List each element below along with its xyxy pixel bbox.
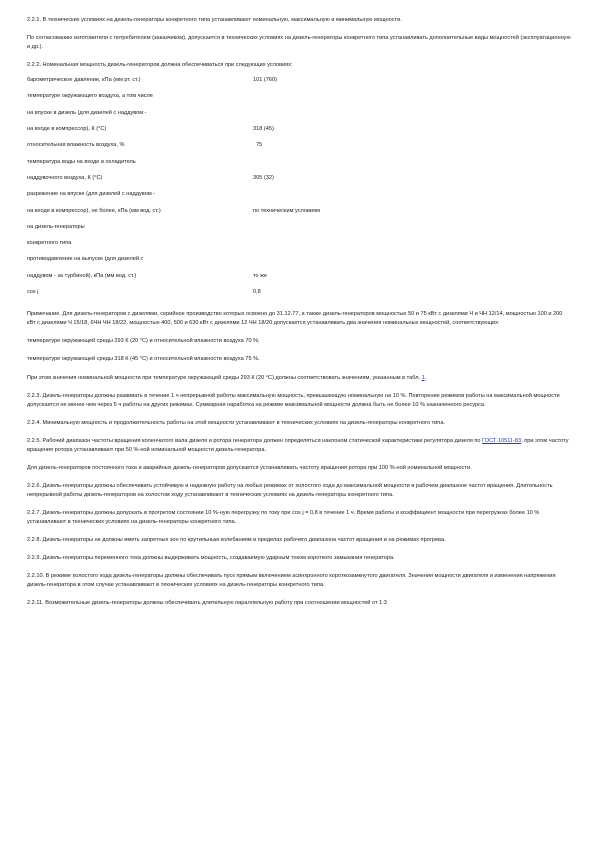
paragraph-2-2-6: 2.2.6. Дизель-генераторы должны обеспечивать устойчивую и надежную работу на любых режимах от холостого хода до максимальной мощности в рабочем диапазоне частот вращения. Длительность непрерывной работы дизель-генераторов на холостом ходу устанавливают в технических условиях на дизель-генераторы конкретного типа. — [27, 482, 553, 498]
condition-label: cos j — [27, 289, 39, 296]
condition-row — [27, 207, 572, 223]
table-1-link[interactable]: 1 — [421, 374, 425, 381]
paragraph-2-2-5-text: 2.2.5. Рабочий диапазон частоты вращения коленчатого вала дизеля и ротора генератора должен определяться наклоном статической характеристики регулятора дизеля по — [27, 437, 483, 444]
condition-row — [27, 109, 572, 125]
condition-value: то же — [253, 272, 268, 279]
condition-row — [27, 125, 572, 141]
paragraph-2-2-4: 2.2.4. Минимальную мощность и продолжительность работы на этой мощности устанавливают в технических условиях на дизель-генераторы конкретного типа. — [27, 419, 445, 426]
condition-row — [27, 92, 572, 108]
condition-row — [27, 158, 572, 174]
condition-row — [27, 223, 572, 239]
condition-label: разрежение на впуске (для дизелей с наддувом - — [27, 191, 156, 198]
condition-row — [27, 272, 572, 288]
table-reference-paragraph — [27, 374, 572, 383]
condition-20c: температуре окружающей среды 293 К (20 °С) и относительной влажности воздуха 70 %; — [27, 338, 260, 345]
condition-row — [27, 190, 572, 206]
condition-label: противодавление на выпуске (для дизелей с — [27, 256, 144, 263]
condition-label: барометрическое давление, кПа (мм рт. ст.) — [27, 77, 141, 84]
condition-label: относительная влажность воздуха, % — [27, 142, 125, 149]
gost-link[interactable]: ГОСТ 10511-83 — [482, 437, 522, 444]
condition-row — [27, 239, 572, 255]
paragraph-2-2-1: 2.2.1. В технических условиях на дизель-генераторы конкретного типа устанавливают номинальную, максимальную и минимальную мощности. — [27, 17, 402, 23]
condition-label: конкретного типа — [27, 240, 72, 247]
paragraph-additional-powers: По согласованию изготовителя с потребителем (заказчиком), допускается в технических условиях на дизель-генераторы конкретного типа устанавливать дополнительные виды мощностей (эксплуатационную и др.). — [27, 35, 571, 51]
condition-row — [27, 255, 572, 271]
paragraph-2-2-9: 2.2.9. Дизель-генераторы переменного тока должны выдерживать мощность, создаваемую ударным током короткого замыкания генератора. — [27, 555, 395, 562]
condition-value: 305 (32) — [253, 174, 274, 181]
condition-label: температура воды на входе в охладитель — [27, 158, 136, 165]
paragraph-2-2-7: 2.2.7. Дизель-генераторы должны допускать в прогретом состоянии 10 %-ную перегрузку по току при cos j = 0,8 в течение 1 ч. Время работы и коэффициент мощности при перегрузках более 10 % устанавливают в технических условиях на дизель-генераторы конкретного типа. — [27, 509, 540, 525]
condition-row — [27, 141, 572, 157]
paragraph-2-2-2: 2.2.2. Номинальная мощность дизель-генераторов должна обеспечиваться при следующих условиях: — [27, 62, 293, 69]
paragraph-dc-generators: Для дизель-генераторов постоянного тока и аварийных дизель-генераторов допускается устанавливать частоту вращения ротора при 100 %-ной номинальной мощности. — [27, 464, 472, 471]
conditions-list — [27, 76, 572, 304]
condition-label: наддувом - за турбиной), кПа (мм вод. ст.) — [27, 272, 137, 279]
table-reference-text: При этом значения номинальной мощности при температуре окружающей среды 293 К (20 °С) должны соответствовать значениям, указанным в табл. — [27, 374, 422, 381]
table-reference-end: . — [424, 374, 427, 381]
condition-label: наддувочного воздуха, К (°С) — [27, 174, 103, 181]
condition-value: 318 (45) — [253, 126, 274, 133]
condition-label: на входе в компрессор), не более, кПа (мм вод. ст.) — [27, 207, 161, 214]
note-paragraph: Примечание. Для дизель-генераторов с дизелями, серийное производство которых освоено до 31.12.77, а также дизель-генераторов мощностью 50 и 75 кВт с дизелями Ч и ЧН 12/14, мощностью 100 и 200 кВт с дизелями Ч 15/18, 6ЧН ЧН 18/22, мощностью 400, 500 и 630 кВт с дизелями 12 ЧН 18/20 допускается устанавливать два значения номинальных мощностей, соответствующих: — [27, 311, 563, 327]
paragraph-2-2-8: 2.2.8. Дизель-генераторы не должны иметь запретных зон по крутильным колебаниям в пределах рабочего диапазона частот вращения и на режимах прогрева. — [27, 537, 446, 544]
condition-value: по техническим условиям — [253, 207, 320, 214]
condition-row — [27, 174, 572, 190]
condition-label: на входе в компрессор), К (°С) — [27, 126, 107, 133]
condition-label: на дизель-генераторы — [27, 223, 85, 230]
document-page — [27, 16, 572, 617]
condition-value: 101 (760) — [253, 77, 277, 84]
condition-label: на впуске в дизель (для дизелей с наддувом - — [27, 109, 147, 116]
paragraph-2-2-5-tail: , при этом частоту вращения ротора устанавливают при 50 %-ной номинальной мощности дизель-генератора. — [27, 437, 569, 453]
paragraph-2-2-3: 2.2.3. Дизель-генераторы должны развивать в течение 1 ч непрерывной работы максимальную мощность, превышающую номинальную на 10 %. Повторение режимов работы на максимальной мощности допускается не менее чем через 5 ч работы на других режимах. Суммарная наработка на режиме максимальной мощности должна быть не более 10 % назначенного ресурса. — [27, 392, 560, 408]
condition-label: температуре окружающего воздуха, а том числе — [27, 93, 153, 100]
paragraph-2-2-5 — [27, 437, 572, 455]
condition-row — [27, 288, 572, 304]
condition-45c: температуре окружающей среды 318 К (45 °С) и относительной влажности воздуха 75 %. — [27, 356, 260, 363]
paragraph-2-2-11: 2.2.11. Возможительные дизель-генераторы должны обеспечивать длительную параллельную работу при соотношении мощностей от 1:3 — [27, 600, 387, 607]
paragraph-2-2-10: 2.2.10. В режиме холостого хода дизель-генераторы должны обеспечивать пуск прямым включением асинхронного короткозамкнутого двигателя. Значения мощности двигателя и изменения напряжения дизель-генератора в этом случае устанавливают в технических условиях на дизель-генераторы конкретного типа. — [27, 573, 556, 589]
condition-value: 75 — [256, 142, 263, 149]
condition-value: 0,8 — [253, 289, 261, 296]
condition-row — [27, 76, 572, 92]
